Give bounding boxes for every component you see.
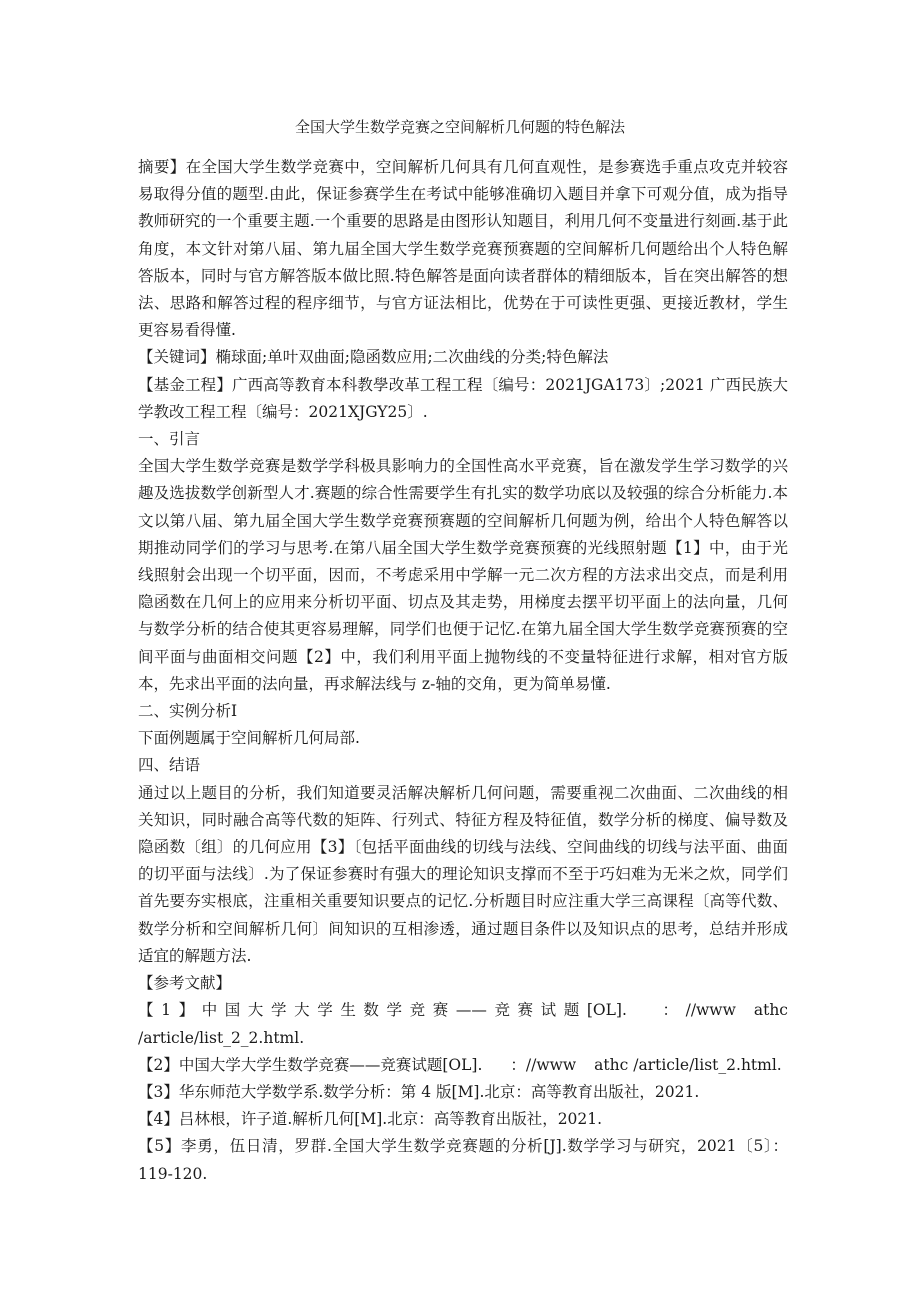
reference-item-3 [138,1079,788,1106]
reference-number: 【5】 [138,1137,182,1156]
abstract-paragraph: 摘要】在全国大学生数学竞赛中，空间解析几何具有几何直观性，是参赛选手重点攻克并较容易取得分值的题型.由此，保证参赛学生在考试中能够准确切入题目并拿下可观分值，成为指导教师研究的一个重要主题.一个重要的思路是由图形认知题目，利用几何不变量进行刻画.基于此角度，本文针对第八届、第九届全国大学生数学竞赛预赛题的空间解析几何题给出个人特色解答版本，同时与官方解答版本做比照.特色解答是面向读者群体的精细版本，旨在突出解答的想法、思路和解答过程的程序细节，与官方证法相比，优势在于可读性更强、更接近教材，学生更容易看得懂. [138,158,788,340]
reference-item-2 [138,1052,788,1079]
reference-item-1 [138,997,788,1051]
keywords-paragraph: 【关键词】椭球面;单叶双曲面;隐函数应用;二次曲线的分类;特色解法 [138,348,609,367]
reference-text: 中国大学大学生数学竞赛——竞赛试题[OL]. [201,1001,627,1020]
reference-number: 【1】 [138,1001,202,1020]
reference-text: 吕林根，许子道.解析几何[M].北京：高等教育出版社，2021. [178,1110,603,1129]
reference-text: 李勇，伍日清，罗群.全国大学生数学竞赛题的分析[J].数学学习与研究，2021〔5〕：119-120. [138,1137,788,1183]
section-heading-introduction: 一、引言 [138,430,201,449]
introduction-paragraph: 全国大学生数学竞赛是数学学科极具影响力的全国性高水平竞赛，旨在激发学生学习数学的兴趣及选拔数学创新型人才.赛题的综合性需要学生有扎实的数学功底以及较强的综合分析能力.本文以第八届、第九届全国大学生数学竞赛预赛题的空间解析几何题为例，给出个人特色解答以期推动同学们的学习与思考.在第八届全国大学生数学竞赛预赛的光线照射题【1】中，由于光线照射会出现一个切平面，因而，不考虑采用中学解一元二次方程的方法求出交点，而是利用隐函数在几何上的应用来分析切平面、切点及其走势，用梯度去摆平切平面上的法向量，几何与数学分析的结合使其更容易理解，同学们也便于记忆.在第九届全国大学生数学竞赛预赛的空间平面与曲面相交问题【2】中，我们利用平面上抛物线的不变量特征进行求解，相对官方版本，先求出平面的法向量，再求解法线与 z-轴的交角，更为简单易懂. [138,457,788,693]
conclusion-paragraph: 通过以上题目的分析，我们知道要灵活解决解析几何问题，需要重视二次曲面、二次曲线的相关知识，同时融合高等代数的矩阵、行列式、特征方程及特征值，数学分析的梯度、偏导数及隐函数〔组〕的几何应用【3】〔包括平面曲线的切线与法线、空间曲线的切线与法平面、曲面的切平面与法线〕.为了保证参赛时有强大的理论知识支撑而不至于巧妇难为无米之炊，同学们首先要夯实根底，注重相关重要知识要点的记忆.分析题目时应注重大学三高课程〔高等代数、数学分析和空间解析几何〕间知识的互相渗透，通过题目条件以及知识点的思考，总结并形成适宜的解题方法. [138,783,788,965]
reference-item-4 [138,1106,788,1133]
document-title: 全国大学生数学竞赛之空间解析几何题的特色解法 [294,118,625,136]
section-heading-example-analysis: 二、实例分析Ⅰ [138,702,238,721]
reference-number: 【4】 [138,1110,179,1129]
reference-number: 【3】 [138,1082,179,1101]
reference-link-path[interactable]: athc /article/list_2.html. [594,1055,782,1074]
reference-link-part[interactable]: ：//www [654,1001,736,1020]
reference-item-5 [138,1133,788,1187]
section-heading-conclusion: 四、结语 [138,756,201,775]
reference-text: 华东师范大学数学系.数学分析：第 4 版[M].北京：高等教育出版社，2021. [178,1082,700,1101]
document-body [138,154,788,1188]
reference-link-path[interactable]: athc /article/list_2_2.html. [138,1001,788,1047]
reference-link-part[interactable]: ：//www [510,1055,577,1074]
reference-number: 【2】 [138,1055,179,1074]
example-analysis-paragraph: 下面例题属于空间解析几何局部. [138,729,360,748]
reference-text: 中国大学大学生数学竞赛——竞赛试题[OL]. [178,1055,483,1074]
fund-paragraph: 【基金工程】广西高等教育本科教學改革工程工程〔编号：2021JGA173〕;2021 广西民族大学教改工程工程〔编号：2021XJGY25〕. [138,375,788,421]
references-heading: 【参考文献】 [138,974,232,993]
